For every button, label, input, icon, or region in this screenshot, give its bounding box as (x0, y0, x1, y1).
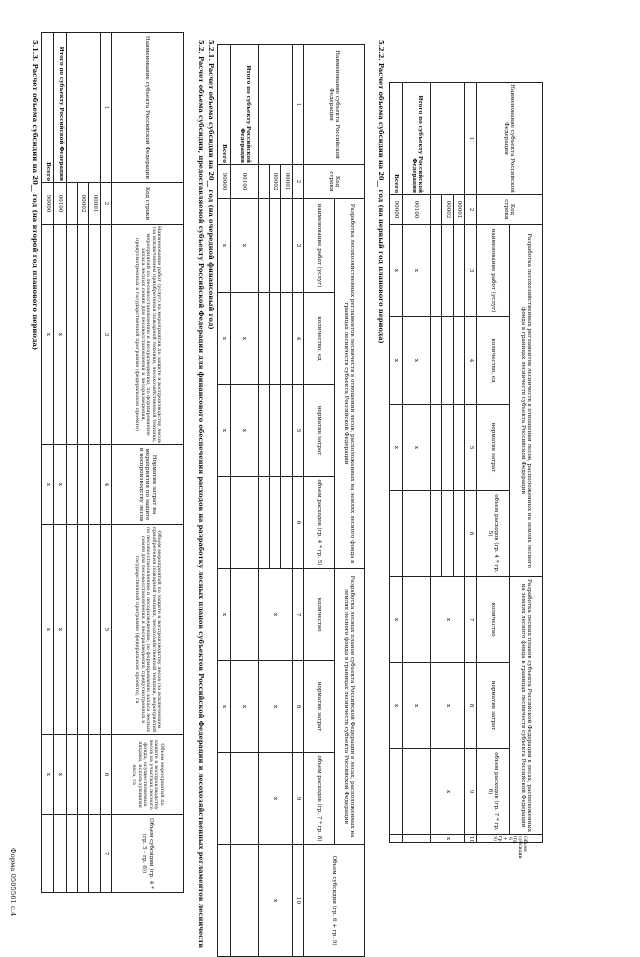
row-code: 00001 (89, 183, 100, 225)
total-cell[interactable] (54, 815, 66, 893)
table-5-1-3 (41, 32, 184, 893)
form-number-label: Форма 0505561 с.4 (9, 848, 17, 917)
header-volume-users: Объем мероприятий по защите и воспроизводству лесов на участках лесного фонда, осуществляемых лицами, использующими леса, га (111, 735, 183, 815)
grand-total-code: 90000 (390, 195, 403, 225)
header-quantity: количество (476, 577, 509, 663)
data-cell[interactable] (78, 735, 89, 815)
header-cost-norm: норматив затрат (476, 405, 509, 491)
header-row-code: Код строки (111, 183, 183, 225)
subject-name-cell[interactable] (258, 45, 292, 165)
total-cell[interactable] (402, 491, 430, 577)
x-mark: x (430, 749, 464, 835)
x-mark: x (390, 317, 403, 405)
data-cell[interactable] (89, 735, 100, 815)
data-cell[interactable] (270, 385, 281, 477)
data-cell[interactable] (442, 317, 453, 405)
x-mark: x (258, 845, 292, 957)
total-cell[interactable] (218, 477, 231, 569)
x-mark: x (390, 577, 403, 663)
data-cell[interactable] (270, 477, 281, 569)
header-subject-name: Наименование субъекта Российской Федерации (111, 33, 183, 183)
total-cell[interactable] (230, 477, 258, 569)
data-cell[interactable] (78, 815, 89, 893)
data-cell[interactable] (66, 815, 77, 893)
col-number: 9 (465, 749, 476, 835)
x-mark: x (54, 445, 66, 525)
col-number: 5 (292, 385, 303, 477)
data-cell[interactable] (258, 199, 269, 293)
x-mark: x (390, 405, 403, 491)
data-cell[interactable] (430, 225, 441, 317)
x-mark: x (402, 405, 430, 491)
header-group-regulations: Разработка лесохозяйственных регламентов лесничеств в отношении лесов, расположенных на землях лесного фонда в границах лесничеств субъекта Российской Федерации (334, 199, 364, 569)
x-mark: x (218, 569, 231, 661)
header-subsidy-volume: Объем субсидии (гр. 6 + гр. 9) (476, 835, 542, 843)
row-code: 00002 (270, 165, 281, 199)
header-cost-norm: норматив затрат (476, 663, 509, 749)
data-cell[interactable] (453, 491, 464, 577)
x-mark: x (430, 835, 464, 843)
total-subject-code: 00100 (230, 165, 258, 199)
col-number: 3 (100, 225, 111, 445)
total-subject-label: Итого по субъекту Российской Федерации (402, 83, 430, 195)
data-cell[interactable] (281, 385, 292, 477)
x-mark: x (258, 661, 292, 753)
total-cell[interactable] (218, 845, 231, 957)
header-works-name: наименование работ (услуг) (476, 225, 509, 317)
total-cell[interactable] (402, 749, 430, 835)
data-cell[interactable] (281, 199, 292, 293)
data-cell[interactable] (66, 735, 77, 815)
col-number: 3 (465, 225, 476, 317)
col-number: 6 (292, 477, 303, 569)
x-mark: x (402, 225, 430, 317)
grand-total-label: Всего (42, 33, 55, 183)
total-cell[interactable] (402, 835, 430, 843)
header-activity-volume: Объем мероприятий по защите и воспроизводству лесов (за исключением приобретения пожарной техники, лесохозяйственной техники, мероприятий по лесовосстановлению и лесоразведению, по формированию запаса лесных семян для лесовосстановления и лесоразведения, предусмотренных в государственной программе (федеральном проекте), га (111, 525, 183, 735)
data-cell[interactable] (442, 491, 453, 577)
data-cell[interactable] (442, 225, 453, 317)
header-cost-norm: Норматив затрат на мероприятия по защите и воспроизводству лесов (111, 445, 183, 525)
col-number: 10 (465, 835, 476, 843)
header-group-forest-plans: Разработка лесных планов субъекта Российской Федерации в лесах, расположенных на землях лесного фонда в границах лесничеств субъекта Российской Федерации (509, 577, 542, 835)
data-cell[interactable] (89, 225, 100, 445)
x-mark: x (218, 385, 231, 477)
total-subject-label: Итого по субъекту Российской Федерации (54, 33, 66, 183)
header-expenses: объем расходов (гр. 7 * гр. 8) (476, 749, 509, 835)
total-cell[interactable] (402, 577, 430, 663)
col-number: 9 (292, 753, 303, 845)
x-mark: x (218, 661, 231, 753)
data-cell[interactable] (453, 317, 464, 405)
x-mark: x (390, 225, 403, 317)
header-expenses: объем расходов (гр. 4 * гр. 5) (304, 477, 334, 569)
grand-total-label: Всего (218, 45, 231, 165)
header-subject-name: Наименование субъекта Российской Федерации (476, 83, 542, 195)
row-code-empty (258, 165, 269, 199)
col-number: 4 (100, 445, 111, 525)
grand-total-code: 90000 (42, 183, 55, 225)
section-5-1-3-title: 5.1.3. Расчет объема субсидии на 20__ год (на второй год планового периода) (31, 40, 39, 351)
x-mark: x (218, 293, 231, 385)
x-mark: x (402, 663, 430, 749)
data-cell[interactable] (281, 293, 292, 385)
header-quantity-units: количество, ед (304, 293, 334, 385)
col-number: 2 (292, 165, 303, 199)
header-group-forest-plans: Разработка лесных планов субъекта Российской Федерации в лесах, расположенных на землях лесного фонда в границах лесничеств субъекта Российской Федерации (334, 569, 364, 845)
data-cell[interactable] (78, 525, 89, 735)
row-code: 00002 (78, 183, 89, 225)
header-cost-norm: норматив затрат (304, 661, 334, 753)
col-number: 8 (292, 661, 303, 753)
x-mark: x (402, 317, 430, 405)
header-works-name: наименование работ (услуг) (304, 199, 334, 293)
x-mark: x (390, 663, 403, 749)
row-code: 00001 (453, 195, 464, 225)
data-cell[interactable] (66, 445, 77, 525)
data-cell[interactable] (89, 445, 100, 525)
data-cell[interactable] (442, 405, 453, 491)
total-cell[interactable] (218, 753, 231, 845)
table-5-2-2 (389, 82, 543, 859)
col-number: 5 (100, 525, 111, 735)
col-number: 8 (465, 663, 476, 749)
total-cell[interactable] (390, 749, 403, 835)
data-cell[interactable] (66, 525, 77, 735)
total-cell[interactable] (390, 835, 403, 843)
data-cell[interactable] (258, 477, 269, 569)
x-mark: x (230, 293, 258, 385)
x-mark: x (258, 569, 292, 661)
data-cell[interactable] (89, 525, 100, 735)
header-quantity: количество (304, 569, 334, 661)
row-code: 00001 (281, 165, 292, 199)
data-cell[interactable] (89, 815, 100, 893)
data-cell[interactable] (78, 225, 89, 445)
x-mark: x (54, 735, 66, 815)
header-subsidy-volume: Объем субсидии (гр. 6 + гр. 9) (304, 845, 365, 957)
header-row-code: Код строки (304, 165, 365, 199)
total-cell[interactable] (390, 491, 403, 577)
data-cell[interactable] (430, 491, 441, 577)
data-cell[interactable] (453, 225, 464, 317)
total-cell[interactable] (230, 569, 258, 661)
data-cell[interactable] (430, 405, 441, 491)
total-cell[interactable] (42, 815, 55, 893)
x-mark: x (230, 385, 258, 477)
col-number: 1 (465, 83, 476, 195)
data-cell[interactable] (66, 225, 77, 445)
header-expenses: объем расходов (гр. 4 * гр. 5) (476, 491, 509, 577)
header-subject-name: Наименование субъекта Российской Федерации (304, 45, 365, 165)
x-mark: x (430, 663, 464, 749)
col-number: 4 (465, 317, 476, 405)
data-cell[interactable] (281, 477, 292, 569)
section-5-2-1-title: 5.2.1. Расчет объема субсидии на 20__ год (на очередной финансовый год) (207, 40, 215, 330)
col-number: 3 (292, 199, 303, 293)
col-number: 7 (292, 569, 303, 661)
total-cell[interactable] (230, 845, 258, 957)
data-cell[interactable] (453, 405, 464, 491)
section-5-2-title: 5.2. Расчет объема субсидии, предоставляемой субъекту Российской Федерации для финансового обеспечения расходов на разработку лесных планов субъектов Российской Федерации и лесохозяйственных регламентов лесничеств (197, 40, 205, 948)
row-code-empty (66, 183, 77, 225)
grand-total-label: Всего (390, 83, 403, 195)
x-mark: x (258, 753, 292, 845)
header-expenses: объем расходов (гр. 7 * гр. 8) (304, 753, 334, 845)
col-number: 2 (100, 183, 111, 225)
data-cell[interactable] (258, 293, 269, 385)
col-number: 5 (465, 405, 476, 491)
data-cell[interactable] (270, 293, 281, 385)
section-5-2-2-title: 5.2.2. Расчет объема субсидии на 20__ год (на первый год планового периода) (377, 40, 385, 344)
x-mark: x (230, 661, 258, 753)
col-number: 1 (100, 33, 111, 183)
x-mark: x (54, 525, 66, 735)
data-cell[interactable] (270, 199, 281, 293)
table-5-2-1 (217, 44, 365, 957)
x-mark: x (430, 577, 464, 663)
col-number: 10 (292, 845, 303, 957)
row-code: 00002 (442, 195, 453, 225)
total-subject-code: 00100 (402, 195, 430, 225)
col-number: 2 (465, 195, 476, 225)
grand-total-code: 90000 (218, 165, 231, 199)
col-number: 6 (100, 735, 111, 815)
data-cell[interactable] (430, 317, 441, 405)
header-subsidy-volume: Объем субсидии (гр. 4 * (гр. 5 - гр. 6)) (111, 815, 183, 893)
header-cost-norm: норматив затрат (304, 385, 334, 477)
total-cell[interactable] (230, 753, 258, 845)
col-number: 4 (292, 293, 303, 385)
data-cell[interactable] (258, 385, 269, 477)
col-number: 7 (100, 815, 111, 893)
subject-name-cell[interactable] (66, 33, 100, 183)
x-mark: x (42, 225, 55, 445)
subject-name-cell[interactable] (430, 83, 464, 195)
header-row-code: Код строки (476, 195, 542, 225)
col-number: 7 (465, 577, 476, 663)
col-number: 6 (465, 491, 476, 577)
header-works-name: Наименование работ (услуг) на мероприятия по защите и воспроизводству лесов (за исключением приобретения пожарной техники, лесохозяйственной техники, мероприятий по лесовосстановлению и лесоразведению, по формированию запаса лесных семян для лесовосстановления и лесоразведения, предусмотренных в государственной программе (федеральном проекте) (111, 225, 183, 445)
header-quantity-units: количество, ед (476, 317, 509, 405)
x-mark: x (42, 735, 55, 815)
x-mark: x (42, 525, 55, 735)
header-group-regulations: Разработка лесохозяйственных регламентов лесничеств в отношении лесов, расположенных на землях лесного фонда в границах лесничеств субъекта Российской Федерации (509, 225, 542, 577)
x-mark: x (218, 199, 231, 293)
col-number: 1 (292, 45, 303, 165)
x-mark: x (230, 199, 258, 293)
total-subject-label: Итого по субъекту Российской Федерации (230, 45, 258, 165)
x-mark: x (54, 225, 66, 445)
data-cell[interactable] (78, 445, 89, 525)
row-code-empty (430, 195, 441, 225)
total-subject-code: 00100 (54, 183, 66, 225)
x-mark: x (42, 445, 55, 525)
